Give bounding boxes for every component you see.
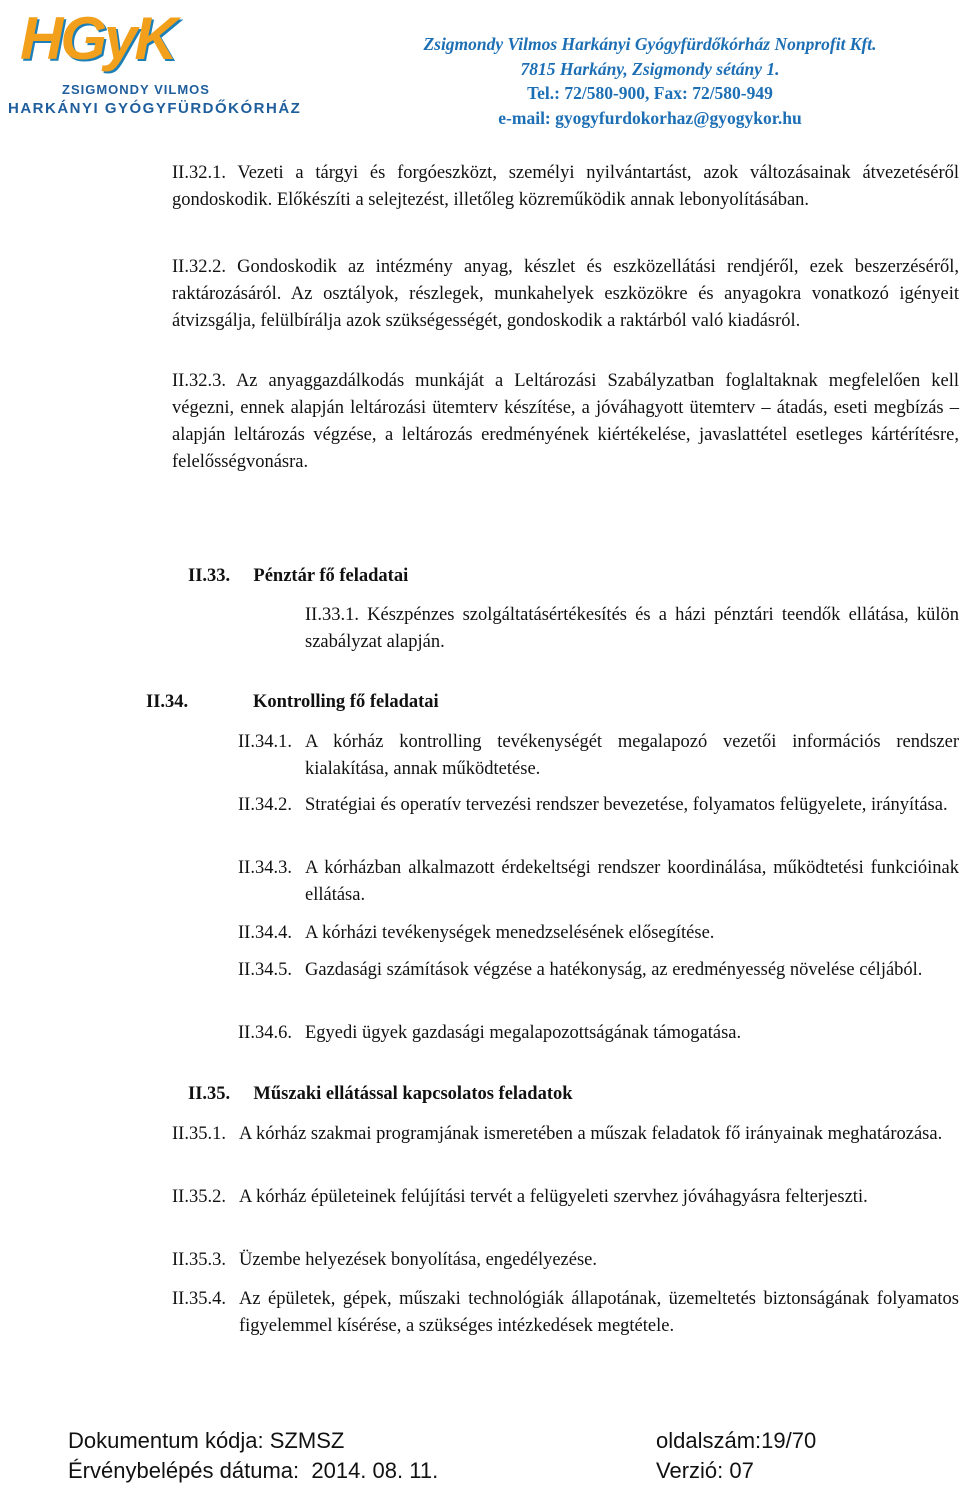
section-title: Pénztár fő feladatai (253, 566, 409, 586)
item-text: Egyedi ügyek gazdasági megalapozottságának támogatása. (305, 1023, 742, 1043)
hospital-logo (6, 4, 302, 122)
item-number: II.34.4. (238, 923, 292, 943)
item-number: II.34.5. (238, 960, 292, 980)
logo-subtitle-name: ZSIGMONDY VILMOS (62, 82, 210, 97)
section-heading-34 (146, 692, 188, 713)
item-number: II.34.1. (238, 732, 292, 752)
paragraph-32-1: II.32.1. Vezeti a tárgyi és forgóeszközt, személyi nyilvántartást, azok változásainak átvezetéséről gondoskodik. Előkészíti a selejtezést, illetőleg közreműködik annak lebonyolításában. (172, 163, 959, 210)
list-item-34-6 (238, 1020, 959, 1047)
list-item-34-5 (238, 957, 959, 1011)
organization-name: Zsigmondy Vilmos Harkányi Gyógyfürdőkórház Nonprofit Kft. (423, 34, 877, 54)
section-number: II.35. (188, 1084, 231, 1104)
item-number: II.35.3. (172, 1250, 226, 1270)
footer-version: Verzió: 07 (656, 1458, 754, 1483)
item-text: A kórház szakmai programjának ismeretében a műszak feladatok fő irányainak meghatározása. (239, 1124, 943, 1144)
paragraph-33-1: II.33.1. Készpénzes szolgáltatásértékesítés és a házi pénztári teendők ellátása, külön szabályzat alapján. (305, 605, 959, 652)
section-title: Műszaki ellátással kapcsolatos feladatok (253, 1084, 573, 1104)
organization-phone: Tel.: 72/580-900, Fax: 72/580-949 (527, 83, 773, 103)
paragraph-32-3: II.32.3. Az anyaggazdálkodás munkáját a Leltározási Szabályzatban foglaltaknak megfelelően kell végezni, ennek alapján leltározási ütemterv készítése, a jóváhagyott ütemterv – átadás, eseti megbízás – alapján leltározás végzése, a leltározás eredményének kiértékelése, javaslattétel esetleges kártérítésre, felelősségvonásra. (172, 371, 959, 472)
item-number: II.35.4. (172, 1289, 226, 1309)
footer-effective-date: Érvénybelépés dátuma: 2014. 08. 11. (68, 1458, 439, 1483)
list-item-35-2 (172, 1184, 959, 1238)
section-heading-35 (188, 1084, 573, 1105)
organization-address: 7815 Harkány, Zsigmondy sétány 1. (520, 58, 780, 79)
logo-wordmark: HGyK (20, 5, 175, 72)
item-number: II.34.2. (238, 795, 292, 815)
list-item-34-4 (238, 920, 959, 947)
paragraph-32-2: II.32.2. Gondoskodik az intézmény anyag, készlet és eszközellátási rendjéről, ezek beszerzéséről, raktározásáról. Az osztályok, részlegek, munkahelyek eszközökre és anyagokra vonatkozó igényeit átvizsgálja, felülbírálja azok szükségességét, gondoskodik a raktárból való kiadásról. (172, 257, 959, 331)
section-number: II.34. (146, 692, 189, 712)
item-text: A kórházi tevékenységek menedzselésének elősegítése. (305, 923, 715, 943)
list-item-35-1 (172, 1121, 959, 1175)
section-number: II.33. (188, 566, 231, 586)
item-text: Stratégiai és operatív tervezési rendszer bevezetése, folyamatos felügyelete, irányítása. (305, 795, 948, 815)
footer-document-code: Dokumentum kódja: SZMSZ (68, 1428, 345, 1453)
section-title-34: Kontrolling fő feladatai (253, 692, 439, 712)
item-text: A kórház kontrolling tevékenységét megalapozó vezetői információs rendszer kialakítása, annak működtetése. (305, 732, 959, 779)
letterhead-contact (370, 32, 930, 130)
item-text: Az épületek, gépek, műszaki technológiák állapotának, üzemeltetés biztonságának folyamatos figyelemmel kísérése, a szükséges intézkedések megtétele. (239, 1289, 959, 1336)
list-item-34-1 (238, 729, 959, 783)
section-heading-33 (188, 566, 408, 587)
item-text: A kórház épületeinek felújítási tervét a felügyeleti szervhez jóváhagyásra felterjeszti. (239, 1187, 868, 1207)
list-item-34-2 (238, 792, 959, 846)
item-number: II.34.3. (238, 858, 292, 878)
logo-subtitle-hospital: HARKÁNYI GYÓGYFÜRDŐKÓRHÁZ (8, 100, 302, 117)
item-number: II.35.2. (172, 1187, 226, 1207)
item-text: Gazdasági számítások végzése a hatékonyság, az eredményesség növelése céljából. (305, 960, 923, 980)
item-number: II.35.1. (172, 1124, 226, 1144)
item-text: A kórházban alkalmazott érdekeltségi rendszer koordinálása, működtetési funkcióinak ellátása. (305, 858, 959, 905)
list-item-35-4 (172, 1286, 959, 1367)
list-item-34-3 (238, 855, 959, 909)
item-text: Üzembe helyezések bonyolítása, engedélyezése. (239, 1250, 598, 1270)
list-item-35-3 (172, 1247, 959, 1274)
item-number: II.34.6. (238, 1023, 292, 1043)
organization-email: e-mail: gyogyfurdokorhaz@gyogykor.hu (498, 107, 802, 128)
footer-page-number: oldalszám:19/70 (656, 1428, 817, 1453)
